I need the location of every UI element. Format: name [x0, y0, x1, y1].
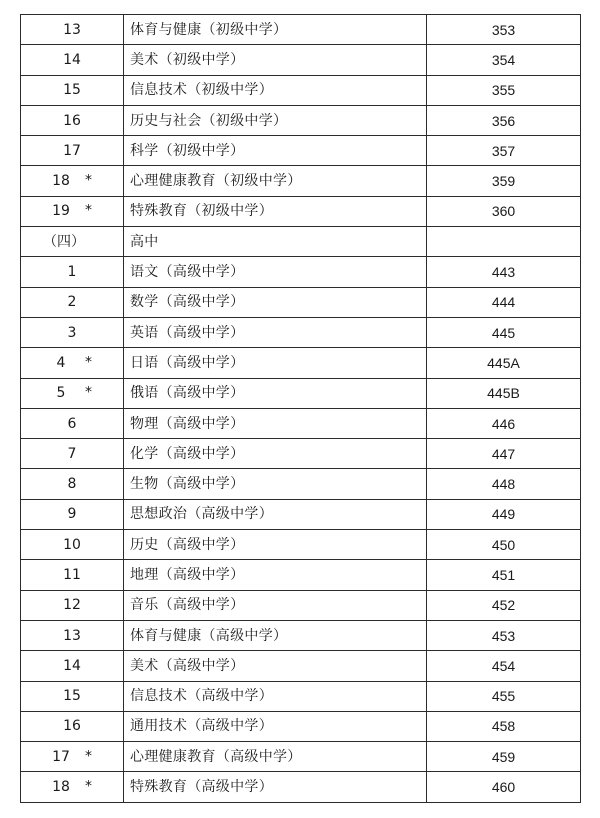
row-number: 13 — [63, 627, 81, 644]
table-row — [21, 530, 581, 560]
table-row — [21, 166, 581, 196]
table-row — [21, 772, 581, 802]
subject-name-cell: 语文（高级中学） — [124, 257, 427, 287]
subject-name-cell: 英语（高级中学） — [124, 317, 427, 347]
subject-code-cell: 449 — [427, 499, 581, 529]
row-number-cell — [21, 196, 124, 226]
subject-code-cell: 443 — [427, 257, 581, 287]
row-number-cell — [21, 439, 124, 469]
row-number: 6 — [67, 415, 77, 432]
table-row — [21, 681, 581, 711]
subject-code-cell: 451 — [427, 560, 581, 590]
table-row — [21, 590, 581, 620]
row-number: 16 — [63, 112, 81, 129]
subject-code-cell: 357 — [427, 136, 581, 166]
table-row — [21, 499, 581, 529]
subject-name-cell: 体育与健康（初级中学） — [124, 15, 427, 45]
subject-name-cell: 数学（高级中学） — [124, 287, 427, 317]
row-number: 1 — [67, 264, 77, 281]
subject-name-cell: 美术（初级中学） — [124, 45, 427, 75]
table-row — [21, 75, 581, 105]
row-number-cell — [21, 317, 124, 347]
row-number-cell — [21, 348, 124, 378]
row-number: 10 — [63, 536, 81, 553]
row-number: 11 — [63, 566, 81, 583]
subject-name-cell: 美术（高级中学） — [124, 651, 427, 681]
table-row — [21, 317, 581, 347]
table-row — [21, 15, 581, 45]
subject-code-table — [20, 14, 581, 803]
row-number-cell — [21, 711, 124, 741]
asterisk-marker: * — [85, 354, 92, 371]
subject-code-cell: 356 — [427, 105, 581, 135]
subject-name-cell: 心理健康教育（高级中学） — [124, 742, 427, 772]
row-number: 16 — [63, 718, 81, 735]
row-number: 9 — [67, 506, 77, 523]
subject-code-cell: 459 — [427, 742, 581, 772]
row-number: 8 — [67, 476, 77, 493]
asterisk-marker: * — [85, 172, 92, 189]
subject-name-cell: 思想政治（高级中学） — [124, 499, 427, 529]
table-row — [21, 560, 581, 590]
subject-name-cell: 信息技术（高级中学） — [124, 681, 427, 711]
row-number: 15 — [63, 82, 81, 99]
row-number-cell — [21, 620, 124, 650]
subject-name-cell: 特殊教育（初级中学） — [124, 196, 427, 226]
subject-name-cell: 信息技术（初级中学） — [124, 75, 427, 105]
section-number: （四） — [43, 233, 85, 250]
section-title-cell: 高中 — [124, 227, 427, 257]
subject-name-cell: 地理（高级中学） — [124, 560, 427, 590]
subject-code-cell: 450 — [427, 530, 581, 560]
row-number: 18 — [52, 173, 70, 190]
subject-code-cell: 448 — [427, 469, 581, 499]
asterisk-marker: * — [85, 203, 92, 220]
subject-code-cell: 359 — [427, 166, 581, 196]
asterisk-marker: * — [85, 384, 92, 401]
row-number: 4 — [56, 354, 66, 371]
row-number-cell — [21, 257, 124, 287]
subject-code-cell: 454 — [427, 651, 581, 681]
row-number: 17 — [63, 142, 81, 159]
subject-name-cell: 音乐（高级中学） — [124, 590, 427, 620]
row-number-cell — [21, 499, 124, 529]
table-row — [21, 408, 581, 438]
subject-code-cell: 445 — [427, 317, 581, 347]
row-number: 12 — [63, 597, 81, 614]
subject-name-cell: 日语（高级中学） — [124, 348, 427, 378]
row-number-cell — [21, 408, 124, 438]
table-row — [21, 257, 581, 287]
row-number: 17 — [52, 748, 70, 765]
row-number: 5 — [56, 385, 66, 402]
row-number-cell — [21, 681, 124, 711]
row-number-cell — [21, 75, 124, 105]
row-number-cell — [21, 772, 124, 802]
table-row — [21, 378, 581, 408]
row-number: 2 — [67, 294, 77, 311]
row-number-cell — [21, 105, 124, 135]
table-row — [21, 439, 581, 469]
row-number-cell — [21, 742, 124, 772]
subject-name-cell: 特殊教育（高级中学） — [124, 772, 427, 802]
subject-code-cell: 453 — [427, 620, 581, 650]
row-number: 14 — [63, 657, 81, 674]
table-row — [21, 105, 581, 135]
table-row — [21, 742, 581, 772]
row-number-cell — [21, 45, 124, 75]
subject-code-cell: 447 — [427, 439, 581, 469]
row-number: 19 — [52, 203, 70, 220]
subject-code-cell: 354 — [427, 45, 581, 75]
subject-code-cell: 458 — [427, 711, 581, 741]
subject-code-cell: 355 — [427, 75, 581, 105]
subject-name-cell: 科学（初级中学） — [124, 136, 427, 166]
table-row — [21, 287, 581, 317]
subject-name-cell: 历史与社会（初级中学） — [124, 105, 427, 135]
subject-code-cell: 446 — [427, 408, 581, 438]
subject-code-cell: 444 — [427, 287, 581, 317]
subject-code-cell: 445A — [427, 348, 581, 378]
table-row — [21, 45, 581, 75]
subject-name-cell: 心理健康教育（初级中学） — [124, 166, 427, 196]
row-number-cell — [21, 651, 124, 681]
subject-code-cell — [427, 227, 581, 257]
table-body — [21, 15, 581, 803]
row-number: 18 — [52, 779, 70, 796]
table-row — [21, 620, 581, 650]
row-number: 3 — [67, 324, 77, 341]
subject-code-cell: 455 — [427, 681, 581, 711]
subject-code-cell: 445B — [427, 378, 581, 408]
row-number: 13 — [63, 21, 81, 38]
table-row — [21, 651, 581, 681]
row-number-cell — [21, 469, 124, 499]
subject-code-cell: 360 — [427, 196, 581, 226]
row-number-cell — [21, 530, 124, 560]
row-number-cell — [21, 590, 124, 620]
subject-code-cell: 460 — [427, 772, 581, 802]
subject-code-table-container — [20, 14, 580, 803]
table-row — [21, 348, 581, 378]
row-number: 15 — [63, 688, 81, 705]
subject-name-cell: 通用技术（高级中学） — [124, 711, 427, 741]
subject-name-cell: 物理（高级中学） — [124, 408, 427, 438]
table-row — [21, 196, 581, 226]
table-row — [21, 469, 581, 499]
row-number-cell — [21, 15, 124, 45]
row-number: 7 — [67, 445, 77, 462]
row-number-cell — [21, 287, 124, 317]
subject-code-cell: 353 — [427, 15, 581, 45]
asterisk-marker: * — [85, 748, 92, 765]
section-row — [21, 227, 581, 257]
table-row — [21, 711, 581, 741]
row-number-cell — [21, 560, 124, 590]
subject-name-cell: 俄语（高级中学） — [124, 378, 427, 408]
row-number-cell — [21, 136, 124, 166]
section-number-cell — [21, 227, 124, 257]
subject-name-cell: 化学（高级中学） — [124, 439, 427, 469]
subject-name-cell: 生物（高级中学） — [124, 469, 427, 499]
subject-code-cell: 452 — [427, 590, 581, 620]
row-number: 14 — [63, 51, 81, 68]
subject-name-cell: 历史（高级中学） — [124, 530, 427, 560]
subject-name-cell: 体育与健康（高级中学） — [124, 620, 427, 650]
asterisk-marker: * — [85, 778, 92, 795]
row-number-cell — [21, 166, 124, 196]
table-row — [21, 136, 581, 166]
row-number-cell — [21, 378, 124, 408]
